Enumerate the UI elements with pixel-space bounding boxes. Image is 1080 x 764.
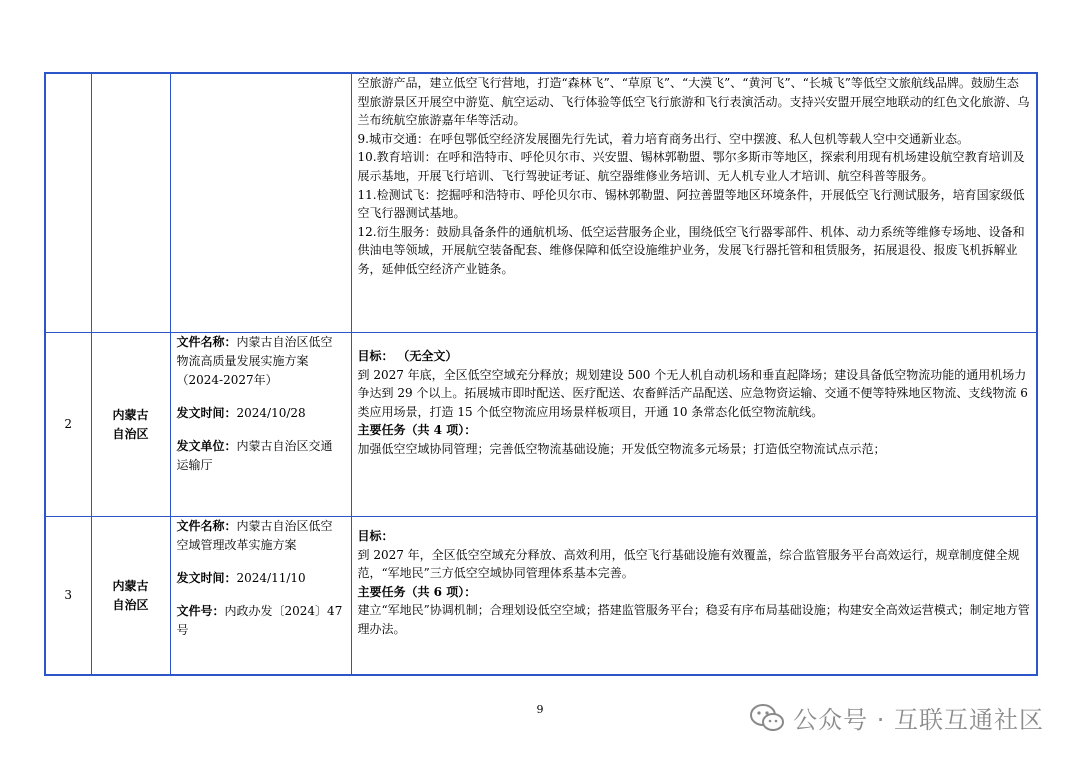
meta-file-name: 文件名称：内蒙古自治区低空物流高质量发展实施方案（2024-2027年）: [176, 335, 333, 387]
watermark-text: 公众号 · 互联互通社区: [793, 706, 1044, 734]
goal-heading: 目标：: [357, 529, 394, 543]
table-row: [45, 517, 1037, 676]
row-content-cell: [351, 333, 1037, 517]
tasks-heading: 主要任务（共 6 项）：: [357, 584, 477, 599]
meta-file-name: 文件名称：内蒙古自治区低空空域管理改革实施方案: [176, 519, 333, 552]
watermark: [749, 700, 1044, 735]
meta-issuer: 发文单位：内蒙古自治区交通运输厅: [176, 439, 333, 472]
tasks-text: 建立“军地民”协调机制；合理划设低空空域；搭建监管服务平台；稳妥有序布局基础设施；构建安全高效运营模式；制定地方管理办法。: [357, 603, 1030, 636]
tasks-text: 加强低空空域协同管理；完善低空物流基础设施；开发低空物流多元场景；打造低空物流试点示范；: [357, 441, 886, 456]
region-label: 内蒙古自治区: [112, 578, 149, 612]
content-paragraph: 10.教育培训：在呼和浩特市、呼伦贝尔市、兴安盟、锡林郭勒盟、鄂尔多斯市等地区，探索利用现有机场建设航空教育培训及展示基地，开展飞行培训、飞行驾驶证考证、航空器维修业务培训、无人机专业人才培训、航空科普等服务。: [357, 150, 1025, 183]
row-meta-cell: [170, 73, 351, 333]
row-region-cell: [91, 73, 170, 333]
content-paragraph: 11.检测试飞：挖掘呼和浩特市、呼伦贝尔市、锡林郭勒盟、阿拉善盟等地区环境条件，开展低空飞行测试服务，培育国家级低空飞行器测试基地。: [357, 187, 1025, 221]
row-region-cell: [91, 333, 170, 517]
goal-heading: 目标： （无全文）: [357, 349, 458, 363]
goal-text: 到 2027 年，全区低空空域充分释放、高效利用，低空飞行基础设施有效覆盖，综合监管服务平台高效运行，规章制度健全规范，“军地民”三方低空空域协同管理体系基本完善。: [357, 547, 1020, 581]
row-content-cell: [351, 73, 1037, 333]
page-number: 9: [536, 703, 544, 716]
region-label: 内蒙古自治区: [112, 407, 149, 441]
row-region-cell: [91, 517, 170, 676]
wechat-icon: [749, 703, 785, 733]
table-row: [45, 333, 1037, 517]
goal-text: 到 2027 年底，全区低空空域充分释放；规划建设 500 个无人机自动机场和垂直起降场；建设具备低空物流功能的通用机场力争达到 29 个以上。拓展城市即时配送、医疗配送、农畜鲜活产品配送、应急物资运输、交通不便等特殊地区物流、支线物流 6 类应用场景，打造 15 个低空物流应用场景样板项目，开通 10 条常态化低空物流航线。: [357, 367, 1028, 419]
content-paragraph: 12.衍生服务：鼓励具备条件的通航机场、低空运营服务企业，围绕低空飞行器零部件、机体、动力系统等维修专场地、设备和供油电等领域，开展航空装备配套、维修保障和低空设施维护业务，发展飞行器托管和租赁服务，拓展退役、报废飞机拆解业务，延伸低空经济产业链条。: [357, 224, 1025, 276]
row-meta-cell: [170, 333, 351, 517]
content-paragraph: 9.城市交通：在呼包鄂低空经济发展圈先行先试，着力培育商务出行、空中摆渡、私人包机等载人空中交通新业态。: [357, 131, 969, 146]
tasks-heading: 主要任务（共 4 项）：: [357, 423, 477, 438]
row-meta-cell: [170, 517, 351, 676]
content-paragraph: 空旅游产品，建立低空飞行营地，打造“森林飞”、“草原飞”、“大漠飞”、“黄河飞”、“长城飞”等低空文旅航线品牌。鼓励生态型旅游景区开展空中游览、航空运动、飞行体验等低空飞行旅游和飞行表演活动。支持兴安盟开展空地联动的红色文化旅游、乌兰布统航空旅游嘉年华等活动。: [357, 76, 1030, 128]
meta-doc-number: 文件号：内政办发〔2024〕47 号: [176, 604, 343, 637]
table-row: [45, 73, 1037, 333]
row-content-cell: [351, 517, 1037, 676]
meta-issue-date: 发文时间：2024/11/10: [176, 571, 306, 585]
meta-issue-date: 发文时间：2024/10/28: [176, 406, 306, 420]
row-index-cell: [45, 73, 91, 333]
policy-table: [44, 72, 1038, 676]
row-index-cell: 2: [45, 333, 91, 517]
row-index-cell: 3: [45, 517, 91, 676]
